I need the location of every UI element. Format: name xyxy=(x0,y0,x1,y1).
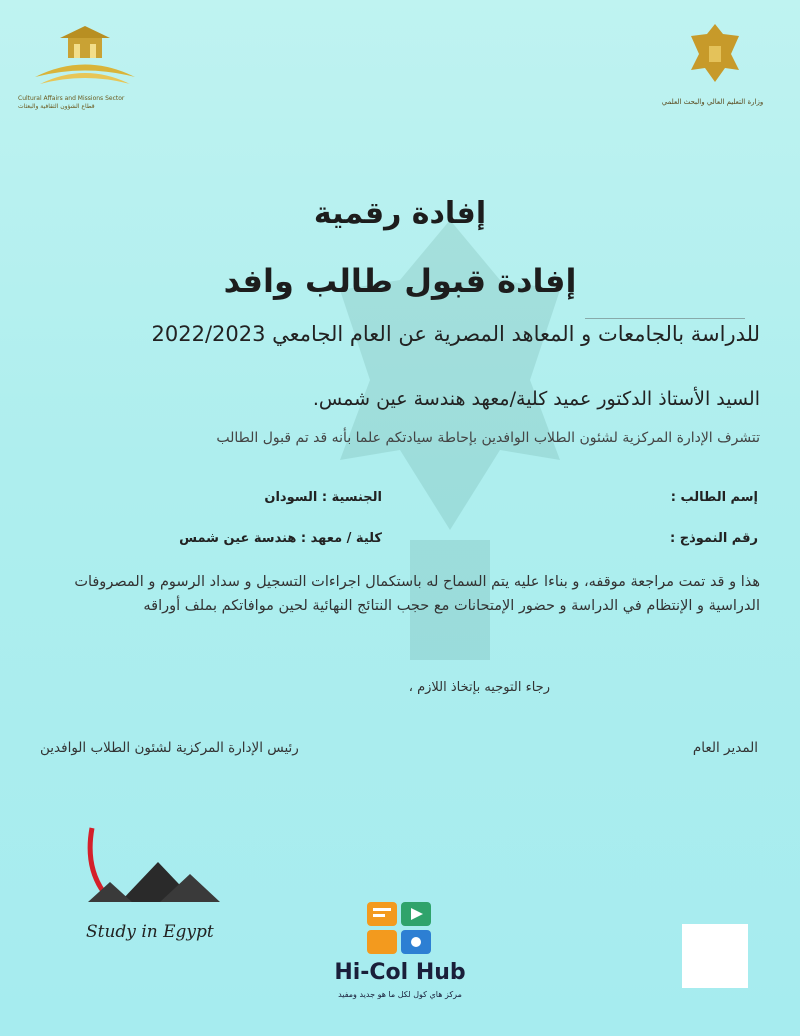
sector-caption xyxy=(18,95,158,111)
divider xyxy=(585,318,745,319)
hub-tagline: مركز هاي كول لكل ما هو جديد ومفيد xyxy=(338,990,462,999)
sector-caption-en: Cultural Affairs and Missions Sector xyxy=(18,95,125,102)
study-year-line: للدراسة بالجامعات و المعاهد المصرية عن العام الجامعي 2022/2023 xyxy=(151,322,760,346)
student-name-label: إسم الطالب : xyxy=(670,490,758,505)
study-in-egypt-text: Study in Egypt xyxy=(86,922,214,942)
hub-name: Hi-Col Hub xyxy=(334,960,466,985)
egypt-eagle-icon xyxy=(685,20,745,90)
hi-col-hub-logo-icon xyxy=(365,900,435,958)
faculty-field: كلية / معهد : هندسة عين شمس xyxy=(179,531,382,546)
intro-line: تتشرف الإدارة المركزية لشئون الطلاب الوافدين بإحاطة سيادتكم علما بأنه قد تم قبول الطالب xyxy=(216,430,760,446)
document-title: إفادة رقمية xyxy=(313,196,487,231)
closing-line: رجاء التوجيه بإتخاذ اللازم ، xyxy=(408,680,550,695)
signature-central-admin: رئيس الإدارة المركزية لشئون الطلاب الوافدين xyxy=(40,740,299,756)
white-patch xyxy=(682,924,748,988)
addressee-line: السيد الأستاذ الدكتور عميد كلية/معهد هندسة عين شمس. xyxy=(312,388,760,410)
sector-caption-ar: قطاع الشؤون الثقافية والبعثات xyxy=(18,103,95,110)
nationality-field: الجنسية : السودان xyxy=(264,490,382,505)
cultural-sector-logo-icon xyxy=(30,22,140,94)
ministry-caption: وزارة التعليم العالي والبحث العلمي xyxy=(661,98,764,106)
signature-general-manager: المدير العام xyxy=(692,740,758,756)
pyramids-logo-icon xyxy=(80,822,230,932)
form-number-label: رقم النموذج : xyxy=(670,531,758,546)
body-paragraph: هذا و قد تمت مراجعة موقفه، و بناءا عليه يتم السماح له باستكمال اجراءات التسجيل و سداد الرسوم و المصروفات الدراسية و الإنتظام في الدراسة و حضور الإمتحانات مع حجب النتائج النهائية لحين موافاتكم بملف أوراقه xyxy=(74,574,760,614)
document-subtitle: إفادة قبول طالب وافد xyxy=(223,262,577,300)
